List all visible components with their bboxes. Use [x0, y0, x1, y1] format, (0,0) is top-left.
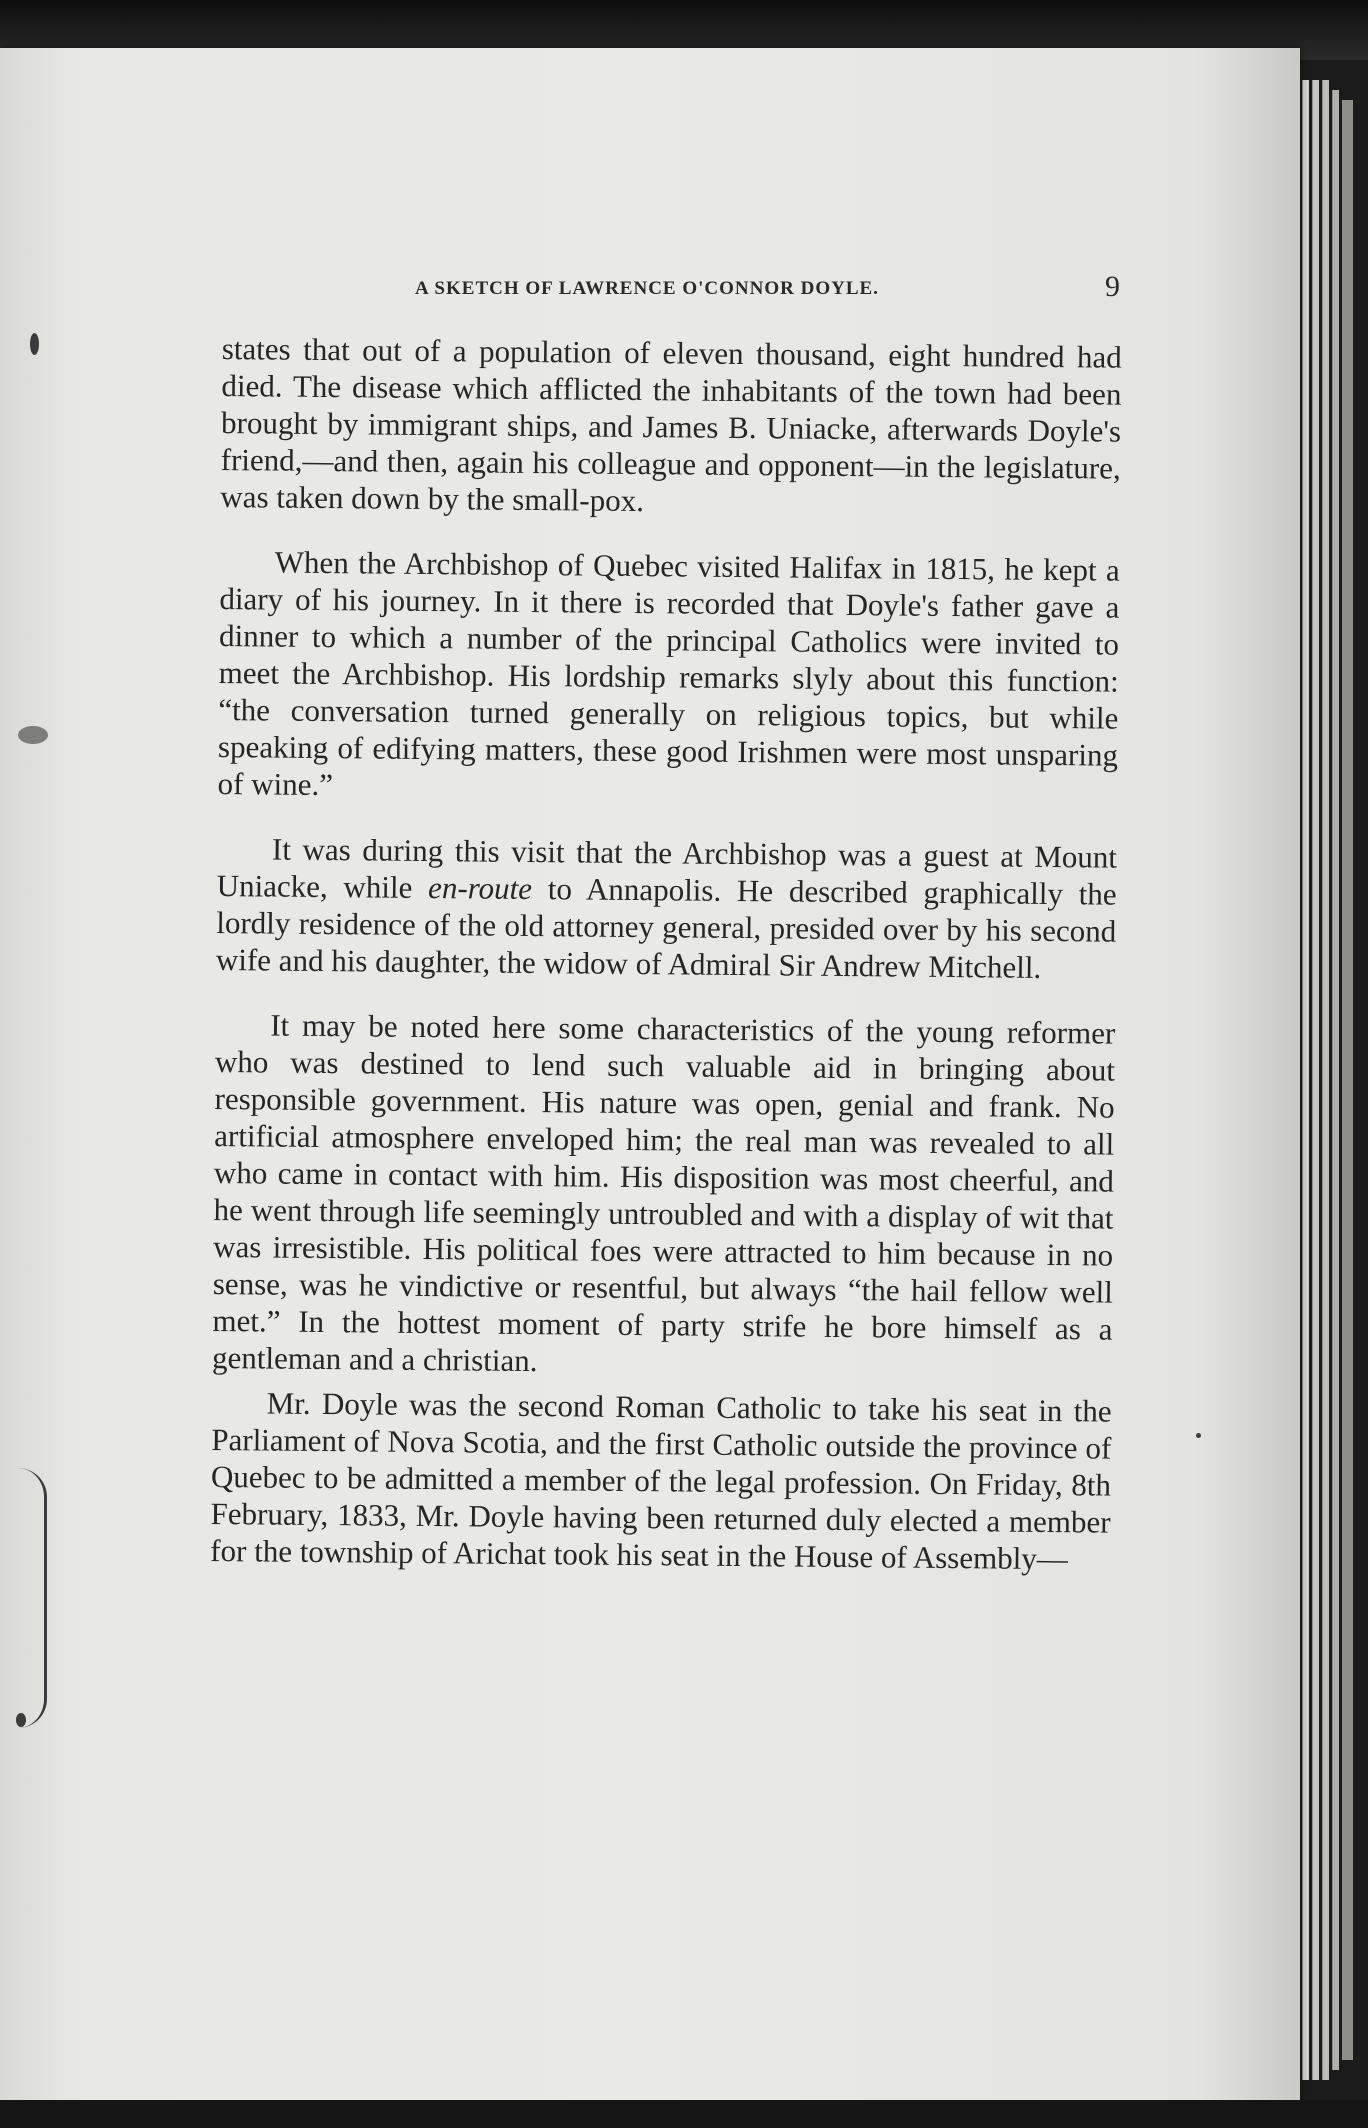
page-edge	[1322, 80, 1329, 2080]
page-edge	[1332, 90, 1339, 2070]
page-edge	[1302, 80, 1309, 2080]
paragraph	[212, 1006, 1116, 1385]
paragraph-text: When the Archbishop of Quebec visited Halifax in 1815, he kept a diary of his journey. In it there is recorded that Doyle's father gave a dinner to which a number of the principal Catholics were invited to meet the Archbishop. His lordship remarks slyly about this function: “the conversation turned generally on religious topics, but while speaking of edifying matters, these good Irishmen were most unsparing of wine.”	[217, 544, 1120, 803]
paragraph	[210, 1384, 1112, 1578]
italic-phrase: en-route	[427, 870, 533, 907]
paragraph-text: Mr. Doyle was the second Roman Catholic to take his seat in the Parliament of Nova Scotia, and the first Catholic outside the province of Quebec to be admitted a member of the legal profession. On Friday, 8th February, 1833, Mr. Doyle having been returned duly elected a member for the township of Arichat took his seat in the House of Assembly—	[210, 1385, 1112, 1577]
margin-bracket-mark	[18, 1468, 47, 1728]
paragraph-text: It may be noted here some characteristics of the young reformer who was destined to lend such valuable aid in bringing about responsible government. His nature was open, genial and frank. No artificial atmosphere enveloped him; the real man was revealed to all who came in contact with him. His disposition was most cheerful, and he went through life seemingly untroubled and with a display of wit that was irresistible. His political foes were attracted to him because in no sense, was he vindictive or resentful, but always “the hail fellow well met.” In the hottest moment of party strife he bore himself as a gentleman and a christian.	[211, 1007, 1116, 1379]
ink-mark	[16, 1713, 26, 1727]
running-head	[220, 270, 1120, 310]
page-number: 9	[1105, 270, 1120, 303]
ink-smudge	[18, 726, 48, 744]
body-text	[210, 330, 1122, 1578]
ink-mark	[30, 333, 39, 355]
ink-dot	[1196, 1433, 1201, 1438]
paragraph-text: It was during this visit that the Archbishop was a guest at Mount Uniacke, while	[216, 831, 1118, 906]
paragraph	[217, 543, 1119, 811]
scan-bottom-strip	[0, 2100, 1368, 2128]
page-edge	[1312, 80, 1319, 2080]
running-title: A SKETCH OF LAWRENCE O'CONNOR DOYLE.	[415, 278, 879, 299]
paragraph	[220, 330, 1122, 524]
paragraph-text: states that out of a population of eleven thousand, eight hundred had died. The disease which afflicted the inhabitants of the town had been brought by immigrant ships, and James B. Uniacke, afterwards Doyle's friend,—and then, again his colleague and opponent—in the legislature, was taken down by the small-pox.	[220, 330, 1122, 519]
paragraph	[216, 830, 1117, 987]
page-edge	[1342, 100, 1353, 2060]
paragraph-text: to Annapolis. He described graphically the lordly residence of the old attorney general, presided over by his second wife and his daughter, the widow of Admiral Sir Andrew Mitchell.	[215, 871, 1117, 985]
